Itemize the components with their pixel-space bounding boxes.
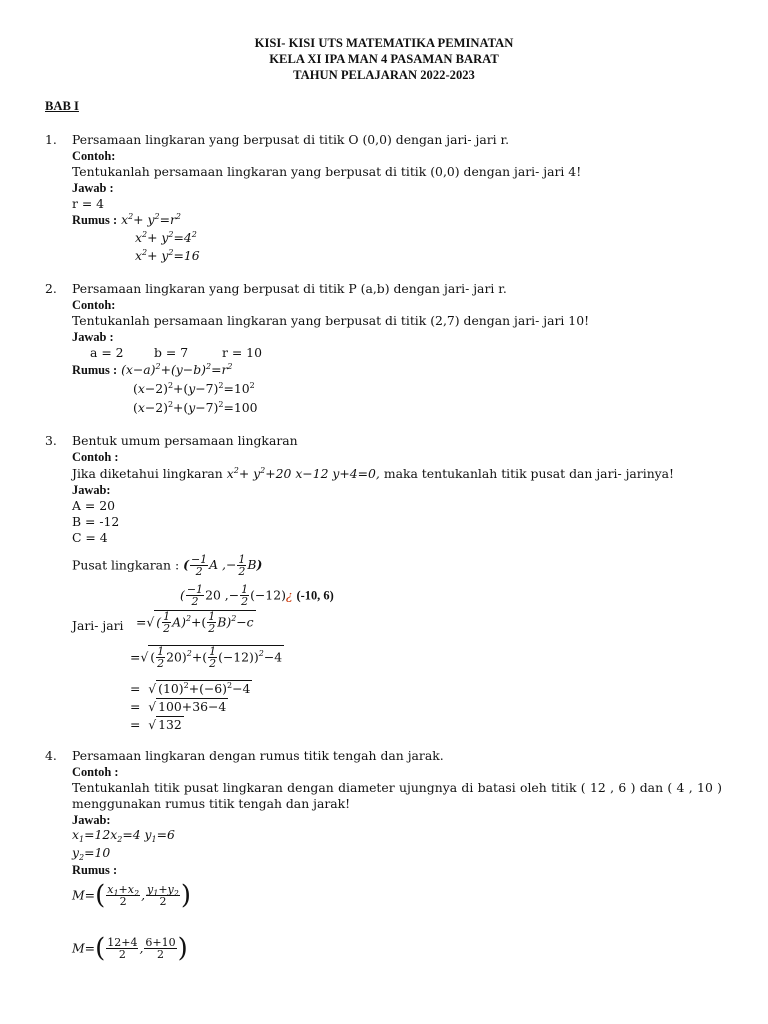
formula-circle-center-step-2: $(x-2)^2+(y-7)^2=100$	[133, 400, 258, 415]
item-2-contoh-label: Contoh:	[72, 298, 116, 312]
item-3-answer-A: A = 20	[72, 498, 115, 513]
item-4-jawab-label: Jawab:	[72, 813, 111, 827]
item-2-answer-r: r = 10	[222, 345, 262, 360]
item-2-rumus-label: Rumus :	[72, 363, 118, 377]
item-3-question	[72, 466, 674, 482]
formula-radius-step-1: =√ ( $\frac{1}{2}$ 20)$^2$+( $\frac{1}{2}$ (−12))$^2$−4	[130, 645, 283, 670]
item-3-pusat-result: (-10, 6)	[296, 588, 334, 603]
chapter-heading: BAB I	[45, 99, 79, 113]
item-4-contoh-label: Contoh :	[72, 765, 119, 779]
item-2-answer-b: b = 7	[154, 345, 189, 360]
formula-circle-center-step-1: $(x-2)^2+(y-7)^2=10^2$	[133, 381, 255, 396]
formula-radius-step-3: = √ 100+36−4	[130, 699, 227, 714]
item-1-number: 1.	[45, 132, 57, 147]
item-3-jawab-label: Jawab:	[72, 483, 111, 497]
formula-general-circle: $x^2+ y^2+20$ x−12 y+4=0,	[226, 466, 380, 481]
item-3-question-post: maka tentukanlah titik pusat dan jari- jarinya!	[383, 466, 675, 481]
item-1-question: Tentukanlah persamaan lingkaran yang berpusat di titik (0,0) dengan jari- jari 4!	[72, 164, 582, 179]
formula-center-general: ( $\frac{-1}{2}$ A ,− $\frac{1}{2}$ B)	[183, 553, 263, 578]
formula-center-step: ( $\frac{-1}{2}$ 20 ,− $\frac{1}{2}$ (−12)¿ (-10, 6)	[180, 583, 334, 608]
item-1-rumus-label: Rumus :	[72, 213, 118, 227]
item-3-contoh-label: Contoh :	[72, 450, 119, 464]
item-3-jari-label: Jari- jari	[72, 618, 124, 633]
item-3-answer-B: B = -12	[72, 514, 120, 529]
doc-title-line-3: TAHUN PELAJARAN 2022-2023	[293, 68, 475, 82]
formula-radius-step-4: = √ 132	[130, 717, 182, 732]
item-3-number: 3.	[45, 433, 57, 448]
item-3-title: Bentuk umum persamaan lingkaran	[72, 433, 298, 448]
item-3-answer-C: C = 4	[72, 530, 108, 545]
formula-points: $x_1=12x_2=4$ $y_1=6$	[72, 827, 175, 844]
formula-circle-center: $(x-a)^2+(y-b)^2=r^2$	[121, 362, 233, 377]
doc-title-line-1: KISI- KISI UTS MATEMATIKA PEMINATAN	[254, 36, 514, 50]
item-4-question-line-2: menggunakan rumus titik tengah dan jarak!	[72, 796, 351, 811]
doc-title-line-2: KELA XI IPA MAN 4 PASAMAN BARAT	[269, 52, 499, 66]
item-2-jawab-label: Jawab :	[72, 330, 114, 344]
item-3-pusat-label: Pusat lingkaran :	[72, 557, 180, 573]
formula-midpoint-step: M=( $\frac{12+4}{2}$ , $\frac{6+10}{2}$ )	[72, 933, 188, 964]
item-4-title: Persamaan lingkaran dengan rumus titik tengah dan jarak.	[72, 748, 444, 763]
item-2-number: 2.	[45, 281, 57, 296]
item-4-number: 4.	[45, 748, 57, 763]
item-1-jawab-label: Jawab :	[72, 181, 114, 195]
item-1-title: Persamaan lingkaran yang berpusat di titik O (0,0) dengan jari- jari r.	[72, 132, 510, 147]
item-1-answer: r = 4	[72, 196, 105, 211]
item-4-rumus-label: Rumus :	[72, 863, 118, 877]
item-1-rumus	[72, 212, 181, 228]
formula-y2: $y_2=10$	[72, 845, 111, 862]
formula-circle-origin: $x^2+ y^2=r^2$	[121, 212, 181, 227]
formula-radius-general: =√ ( $\frac{1}{2}$ A)$^2$+( $\frac{1}{2}$ B)$^2$−c	[136, 610, 254, 635]
item-1-contoh-label: Contoh:	[72, 149, 116, 163]
item-3-pusat	[72, 554, 262, 577]
formula-circle-origin-step-2: $x^2+ y^2=16$	[135, 248, 200, 263]
item-2-answer-a: a = 2	[90, 345, 124, 360]
item-3-question-pre: Jika diketahui lingkaran	[72, 466, 223, 481]
item-2-title: Persamaan lingkaran yang berpusat di titik P (a,b) dengan jari- jari r.	[72, 281, 507, 296]
item-2-question: Tentukanlah persamaan lingkaran yang berpusat di titik (2,7) dengan jari- jari 10!	[72, 313, 590, 328]
formula-midpoint: M=( $\frac{x_1+x_2}{2}$ , $\frac{y_1+y_2}{2}$ )	[72, 880, 192, 911]
item-2-rumus	[72, 362, 232, 378]
formula-radius-step-2: = √ $(10)^2+(-6)^2-4$	[130, 681, 251, 696]
item-4-question-line-1: Tentukanlah titik pusat lingkaran dengan diameter ujungnya di batasi oleh titik ( 12 , 6 ) dan ( 4 , 10 )	[72, 780, 722, 795]
formula-circle-origin-step-1: $x^2+ y^2=4^2$	[135, 230, 197, 245]
